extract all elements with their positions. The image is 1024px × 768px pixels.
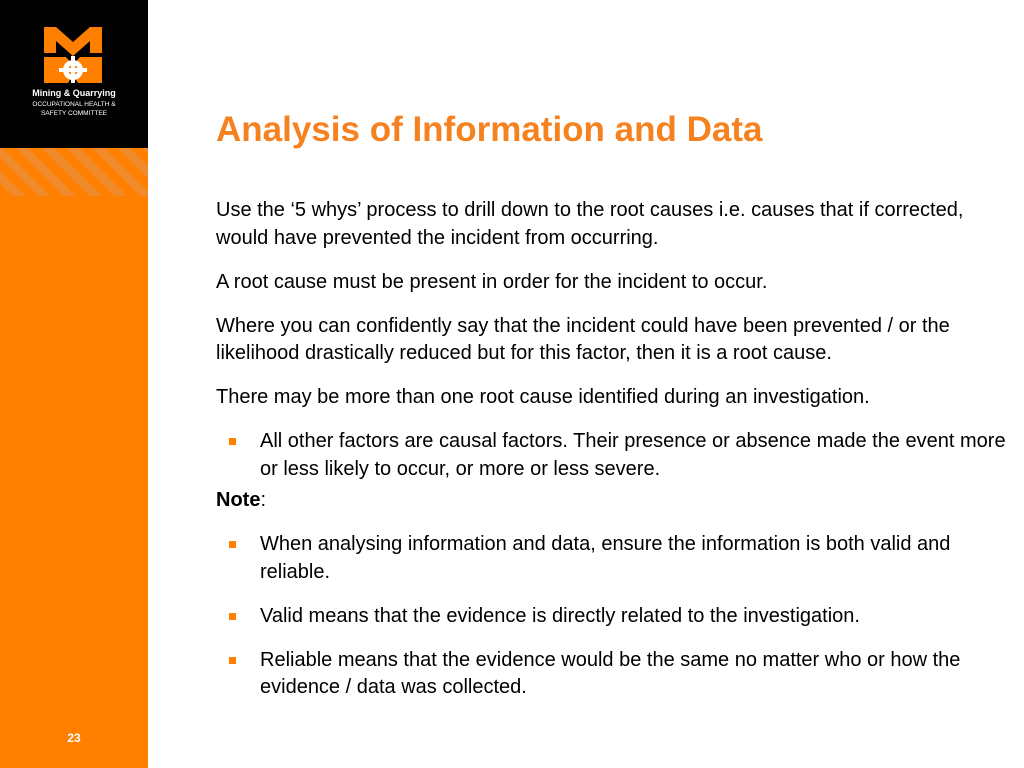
- note-label: Note: [216, 489, 261, 511]
- paragraph-root-cause-present: A root cause must be present in order for the incident to occur.: [216, 270, 768, 293]
- paragraph-5-whys: Use the ‘5 whys’ process to drill down to the root causes i.e. causes that if corrected, would have prevented the incident from occurring.: [216, 199, 964, 249]
- note-colon: :: [260, 489, 267, 511]
- logo-subtitle-1: OCCUPATIONAL HEALTH &: [32, 101, 116, 108]
- paragraph-root-cause-definition: Where you can confidently say that the incident could have been prevented / or the likelihood drastically reduced but for this factor, then it is a root cause.: [216, 314, 950, 364]
- bullet-item-reliable-definition: [216, 647, 1006, 702]
- bullet-text: Valid means that the evidence is directly related to the investigation.: [260, 604, 860, 627]
- note-heading: [216, 487, 1006, 515]
- decorative-stripes: [0, 148, 148, 196]
- paragraph-multiple-root-causes: There may be more than one root cause identified during an investigation.: [216, 386, 870, 408]
- mq-logo-icon: [44, 27, 102, 83]
- bullet-item-valid-definition: [216, 603, 1006, 631]
- page-number: 23: [67, 731, 81, 745]
- square-bullet-icon: [229, 657, 236, 664]
- slide-title: Analysis of Information and Data: [216, 110, 763, 149]
- logo-block: [0, 0, 148, 148]
- bullet-text: All other factors are causal factors. Their presence or absence made the event more or less likely to occur, or more or less severe.: [260, 430, 1006, 480]
- slide-content: [216, 197, 1006, 718]
- logo-subtitle-2: SAFETY COMMITTEE: [41, 110, 107, 117]
- bullet-text: When analysing information and data, ensure the information is both valid and reliable.: [260, 533, 951, 583]
- logo-title: Mining & Quarrying: [32, 88, 116, 98]
- bullet-text: Reliable means that the evidence would be the same no matter who or how the evidence / data was collected.: [260, 648, 961, 698]
- orange-sidebar: [0, 0, 148, 768]
- square-bullet-icon: [229, 613, 236, 620]
- square-bullet-icon: [229, 438, 236, 445]
- bullet-item-causal-factors: [216, 428, 1006, 483]
- bullet-item-valid-reliable: [216, 531, 1006, 586]
- square-bullet-icon: [229, 541, 236, 548]
